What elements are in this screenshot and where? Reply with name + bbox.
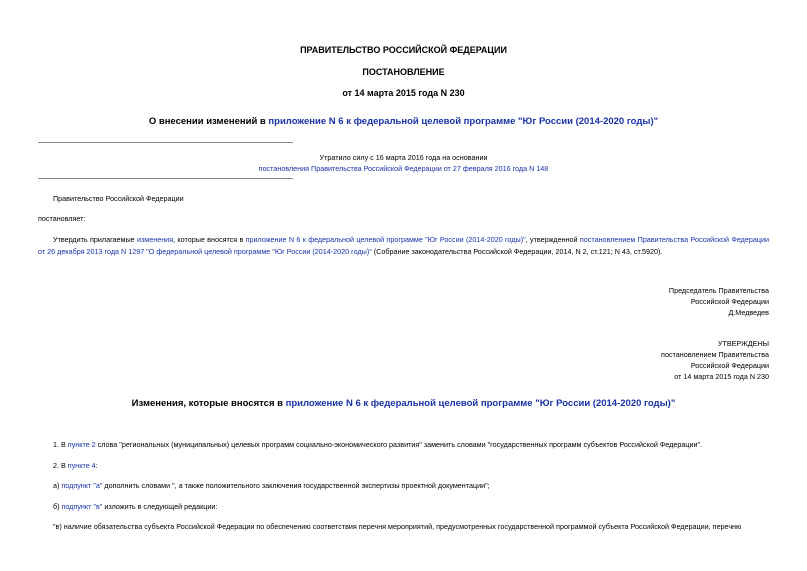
government-heading: ПРАВИТЕЛЬСТВО РОССИЙСКОЙ ФЕДЕРАЦИИ (300, 45, 507, 55)
divider-bottom (38, 178, 293, 179)
signature-country: Российской Федерации (690, 297, 769, 306)
approved-by: постановлением Правительства (661, 350, 769, 359)
change-item-a (53, 480, 490, 491)
quoted-text: "в) наличие обязательства субъекта Российской Федерации по обеспечению соответствия перечня мероприятий, предусмотренных государственной программой субъекта Российской Федерации, перечню (53, 522, 742, 531)
item-a-text: дополнить словами ", а также положительного заключения государственной экспертизы проектной документации"; (102, 481, 490, 490)
approved-block (661, 338, 769, 382)
signature-block (669, 285, 769, 318)
changes-heading (0, 398, 807, 409)
item-a-prefix: а) (53, 481, 62, 490)
approve-text-1: Утвердить прилагаемые (53, 235, 137, 244)
document-type: ПОСТАНОВЛЕНИЕ (362, 67, 445, 77)
changes-link[interactable]: изменения (137, 235, 174, 244)
resolves-line: постановляет: (38, 214, 86, 223)
item-1-prefix: 1. В (53, 440, 68, 449)
change-item-b (53, 501, 217, 512)
title-appendix-link[interactable]: приложение N 6 к федеральной целевой программе "Юг России (2014-2020 годы)" (268, 116, 659, 127)
changes-heading-prefix: Изменения, которые вносятся в (131, 398, 286, 409)
signature-name: Д.Медведев (728, 308, 769, 317)
clause-2-link[interactable]: пункте 2 (67, 440, 96, 449)
approved-date: от 14 марта 2015 года N 230 (674, 372, 769, 381)
item-1-text: слова "региональных (муниципальных) целевых программ социально-экономического развития" заменить словами "государственных программ субъектов Российской Федерации". (95, 440, 703, 449)
repeal-status (0, 152, 807, 174)
changes-heading-link[interactable]: приложение N 6 к федеральной целевой программе "Юг России (2014-2020 годы)" (285, 398, 676, 409)
approved-country: Российской Федерации (690, 361, 769, 370)
approve-text-3: , утвержденной (525, 235, 580, 244)
item-2-prefix: 2. В (53, 461, 68, 470)
repeal-status-text: Утратило силу с 16 марта 2016 года на основании (319, 153, 488, 162)
repeal-decree-link[interactable]: постановления Правительства Российской Федерации от 27 февраля 2016 года N 148 (258, 164, 549, 173)
signature-position: Председатель Правительства (668, 286, 769, 295)
approve-text-4: (Собрание законодательства Российской Федерации, 2014, N 2, ст.121; N 43, ст.5920). (371, 246, 663, 256)
change-item-1 (53, 439, 702, 450)
document-date-number: от 14 марта 2015 года N 230 (342, 88, 465, 98)
clause-4-link[interactable]: пункте 4 (67, 461, 96, 470)
approved-heading: УТВЕРЖДЕНЫ (717, 339, 769, 348)
change-item-2 (53, 460, 98, 471)
approve-paragraph (38, 234, 769, 257)
title-prefix: О внесении изменений в (148, 116, 269, 127)
government-line: Правительство Российской Федерации (53, 194, 184, 203)
document-title (0, 116, 807, 127)
divider-top (38, 142, 293, 143)
appendix-link[interactable]: приложение N 6 к федеральной целевой программе "Юг России (2014-2020 годы)" (245, 235, 526, 244)
decree-1297-link[interactable]: постановлением Правительства Российской Федерации от 26 декабря 2013 года N 1297 "О федеральной целевой программе "Юг России (2014-2020 годы)" (38, 235, 769, 256)
item-b-prefix: б) (53, 502, 62, 511)
subclause-a-link[interactable]: подпункт "а" (61, 481, 103, 490)
approve-text-2: , которые вносятся в (173, 235, 246, 244)
item-2-colon: : (95, 461, 98, 470)
item-b-text: изложить в следующей редакции: (102, 502, 218, 511)
subclause-v-link[interactable]: подпункт "в" (61, 502, 103, 511)
